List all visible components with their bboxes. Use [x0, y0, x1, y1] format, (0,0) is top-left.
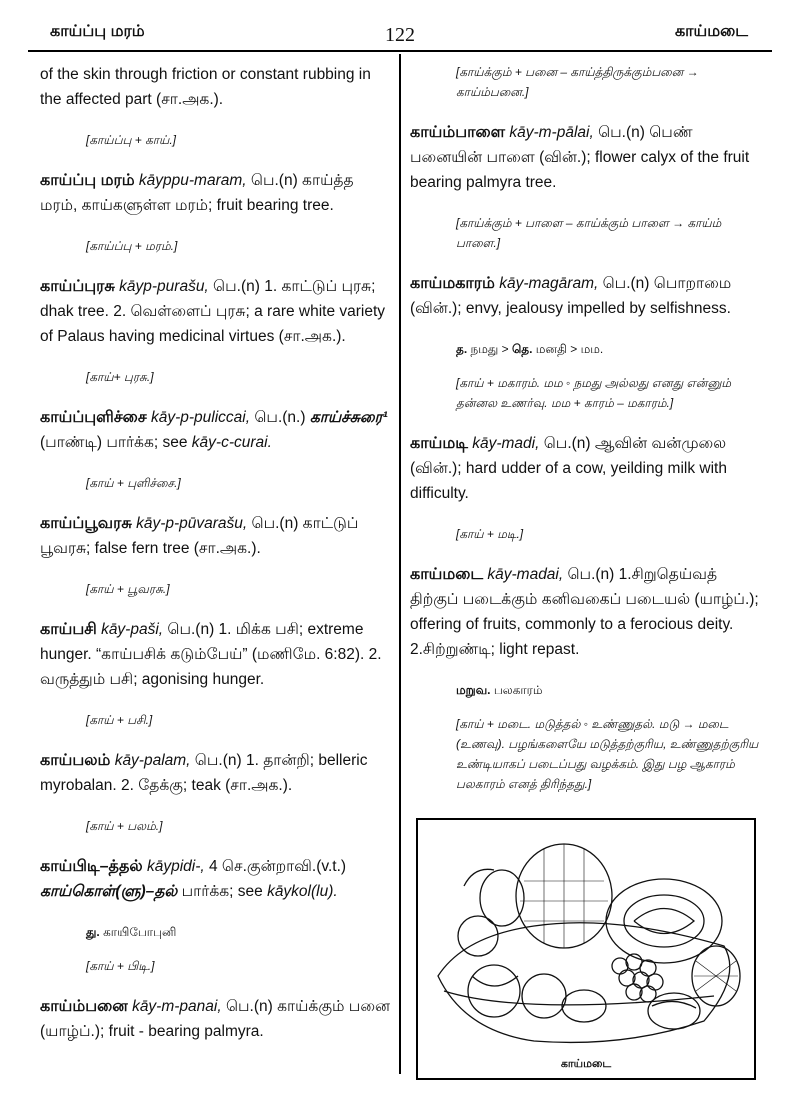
synonym-note — [456, 680, 762, 700]
headword: காய்மடை — [410, 566, 484, 583]
column-divider — [399, 54, 401, 1074]
headword: காய்பசி — [40, 621, 97, 638]
etymology: [காய்+ புரசு.] — [86, 370, 154, 384]
figure-caption: காய்மடை — [560, 1058, 612, 1070]
definition: பெ.(n.) — [250, 409, 310, 426]
etymology: [காய் + மகாரம். மம ◦ நமது அல்லது எனது என்னும் தன்னல உணர்வு. மம + காரம் – மகாரம்.] — [456, 376, 732, 410]
definition: பெ.(n) காய்க்கும் பனை (யாழ்ப்.); fruit - bearing palmyra. — [40, 998, 391, 1040]
entry-kay-magaram — [410, 271, 762, 321]
running-head-left: காய்ப்பு மரம் — [50, 23, 145, 40]
etymology: [காய்க்கும் + பனை – காய்த்திருக்கும்பனை → காய்ம்பனை.] — [456, 65, 699, 99]
fruit-pile-drawing — [424, 826, 748, 1052]
synonym-label: மறுவ. — [456, 683, 491, 697]
transliteration: kāy-palam, — [114, 752, 191, 769]
entry-kayp-purasu — [40, 274, 392, 349]
cognate-note — [86, 922, 392, 942]
etymology: [காய் + பசி.] — [86, 713, 153, 727]
entry-kay-pasi — [40, 617, 392, 692]
etymology: [காய்க்கும் + பாளை – காய்க்கும் பாளை → காய்ம் பாளை.] — [456, 216, 722, 250]
headword: காய்ப்புரசு — [40, 278, 115, 295]
header-rule — [28, 50, 772, 52]
entry-text: of the skin through friction or constant rubbing in the affected part (சா.அக.). — [40, 66, 371, 108]
definition: பெ.(n) 1. தான்றி; belleric myrobalan. 2. தேக்கு; teak (சா.அக.). — [40, 752, 368, 794]
transliteration: kāypidi-, — [146, 858, 205, 875]
etymology: [காய் + பிடி.] — [86, 959, 155, 973]
language-label: தெ. — [511, 342, 533, 356]
etymology: [காய் + பூவரசு.] — [86, 582, 170, 596]
headword: காய்ம்பாளை — [410, 124, 506, 141]
cognate-note — [456, 339, 762, 359]
entry-kay-m-palai — [410, 120, 762, 195]
definition: பெ.(n) காய்த்த மரம், காய்களுள்ள மரம்; fruit bearing tree. — [40, 172, 354, 214]
definition: 4 செ.குன்றாவி.(v.t.) — [204, 858, 347, 875]
headword: காய்ப்புளிச்சை — [40, 409, 147, 426]
transliteration: kāy-magāram, — [499, 275, 599, 292]
definition: பெ.(n) பொறாமை (வின்.); envy, jealousy impelled by selfishness. — [410, 275, 732, 317]
etymology: [காய் + பலம்.] — [86, 819, 163, 833]
definition: (பாண்டி) பார்க்க; see — [40, 434, 192, 451]
definition: பார்க்க; see — [177, 883, 268, 900]
cognate-text: காயிபோபுனி — [99, 925, 177, 939]
transliteration: kāy-p-pūvarašu, — [136, 515, 248, 532]
headword: காய்ம்பனை — [40, 998, 128, 1015]
cross-reference: காய்ச்சுரை¹ — [309, 409, 388, 426]
transliteration: kāy-m-panai, — [132, 998, 222, 1015]
entry-kaypidi-ttal — [40, 854, 392, 904]
entry-kay-p-puliccai — [40, 405, 392, 455]
definition: பெ.(n) 1. மிக்க பசி; extreme hunger. “காய்பசிக் கடும்பேய்” (மணிமே. 6:82). 2. வருத்தும் பசி; agonising hunger. — [40, 621, 382, 688]
entry-kay-p-puvarasu — [40, 511, 392, 561]
transliteration: kāy-p-puliccai, — [150, 409, 251, 426]
continued-entry — [40, 62, 392, 112]
etymology: [காய் + மடை. மடுத்தல் ◦ உண்ணுதல். மடு → மடை (உணவு). பழங்களையே மடுத்தற்குரிய, உண்ணுதற்குரிய உண்டியாகப் படைப்பது வழக்கம். இது பழ ஆகாரம் பலகாரம் எனத் திரிந்தது.] — [456, 717, 759, 791]
right-column — [410, 62, 762, 812]
entry-kay-madi — [410, 431, 762, 506]
page-number: 122 — [385, 24, 415, 46]
cognate-text: நமது > — [467, 342, 512, 356]
cognate-text: மனதி > மம. — [532, 342, 604, 356]
language-label: து. — [86, 925, 100, 939]
definition: பெ.(n) 1. காட்டுப் புரசு; dhak tree. 2. வெள்ளைப் புரசு; a rare white variety of Palaus having medicinal virtues (சா.அக.). — [40, 278, 386, 345]
transliteration: kāyp-purašu, — [119, 278, 209, 295]
etymology: [காய்ப்பு + மரம்.] — [86, 239, 178, 253]
transliteration: kāyppu-maram, — [138, 172, 247, 189]
entry-kay-madai — [410, 562, 762, 662]
transliteration: kāy-madai, — [487, 566, 564, 583]
transliteration: kāy-m-pālai, — [509, 124, 594, 141]
transliteration: kāy-paši, — [101, 621, 164, 638]
entry-kay-palam — [40, 748, 392, 798]
cross-reference: காய்கொள்(ளு)–தல் — [40, 883, 178, 900]
etymology: [காய் + மடி.] — [456, 527, 524, 541]
headword: காய்மடி — [410, 435, 468, 452]
transliteration: kāy-madi, — [472, 435, 540, 452]
headword: காய்பிடி–த்தல் — [40, 858, 143, 875]
etymology: [காய் + புளிச்சை.] — [86, 476, 181, 490]
see-transliteration: kāykol(lu). — [267, 883, 338, 900]
running-head-right: காய்மடை — [674, 23, 748, 40]
entry-kayppu-maram — [40, 168, 392, 218]
definition: பெ.(n) காட்டுப் பூவரசு; false fern tree (சா.அக.). — [40, 515, 359, 557]
etymology: [காய்ப்பு + காய்.] — [86, 133, 177, 147]
headword: காய்ப்பூவரசு — [40, 515, 132, 532]
headword: காய்மகாரம் — [410, 275, 495, 292]
definition: பெ.(n) 1.சிறுதெய்வத் திற்குப் படைக்கும் கனிவகைப் படையல் (யாழ்ப்.); offering of fruits, commonly to a ferocious deity. 2.சிற்றுண்டி; light repast. — [410, 566, 759, 658]
entry-kay-m-panai — [40, 994, 392, 1044]
headword: காய்பலம் — [40, 752, 111, 769]
synonym-text: பலகாரம் — [490, 683, 543, 697]
page-header — [0, 0, 800, 48]
definition: பெ.(n) ஆவின் வன்முலை (வின்.); hard udder of a cow, yeilding milk with difficulty. — [410, 435, 727, 502]
definition: பெ.(n) பெண் பனையின் பாளை (வின்.); flower calyx of the fruit bearing palmyra tree. — [410, 124, 750, 191]
language-label: த. — [456, 342, 468, 356]
headword: காய்ப்பு மரம் — [40, 172, 135, 189]
left-column — [40, 62, 392, 1062]
see-transliteration: kāy-c-curai. — [191, 434, 272, 451]
fruit-offering-illustration — [416, 818, 756, 1080]
